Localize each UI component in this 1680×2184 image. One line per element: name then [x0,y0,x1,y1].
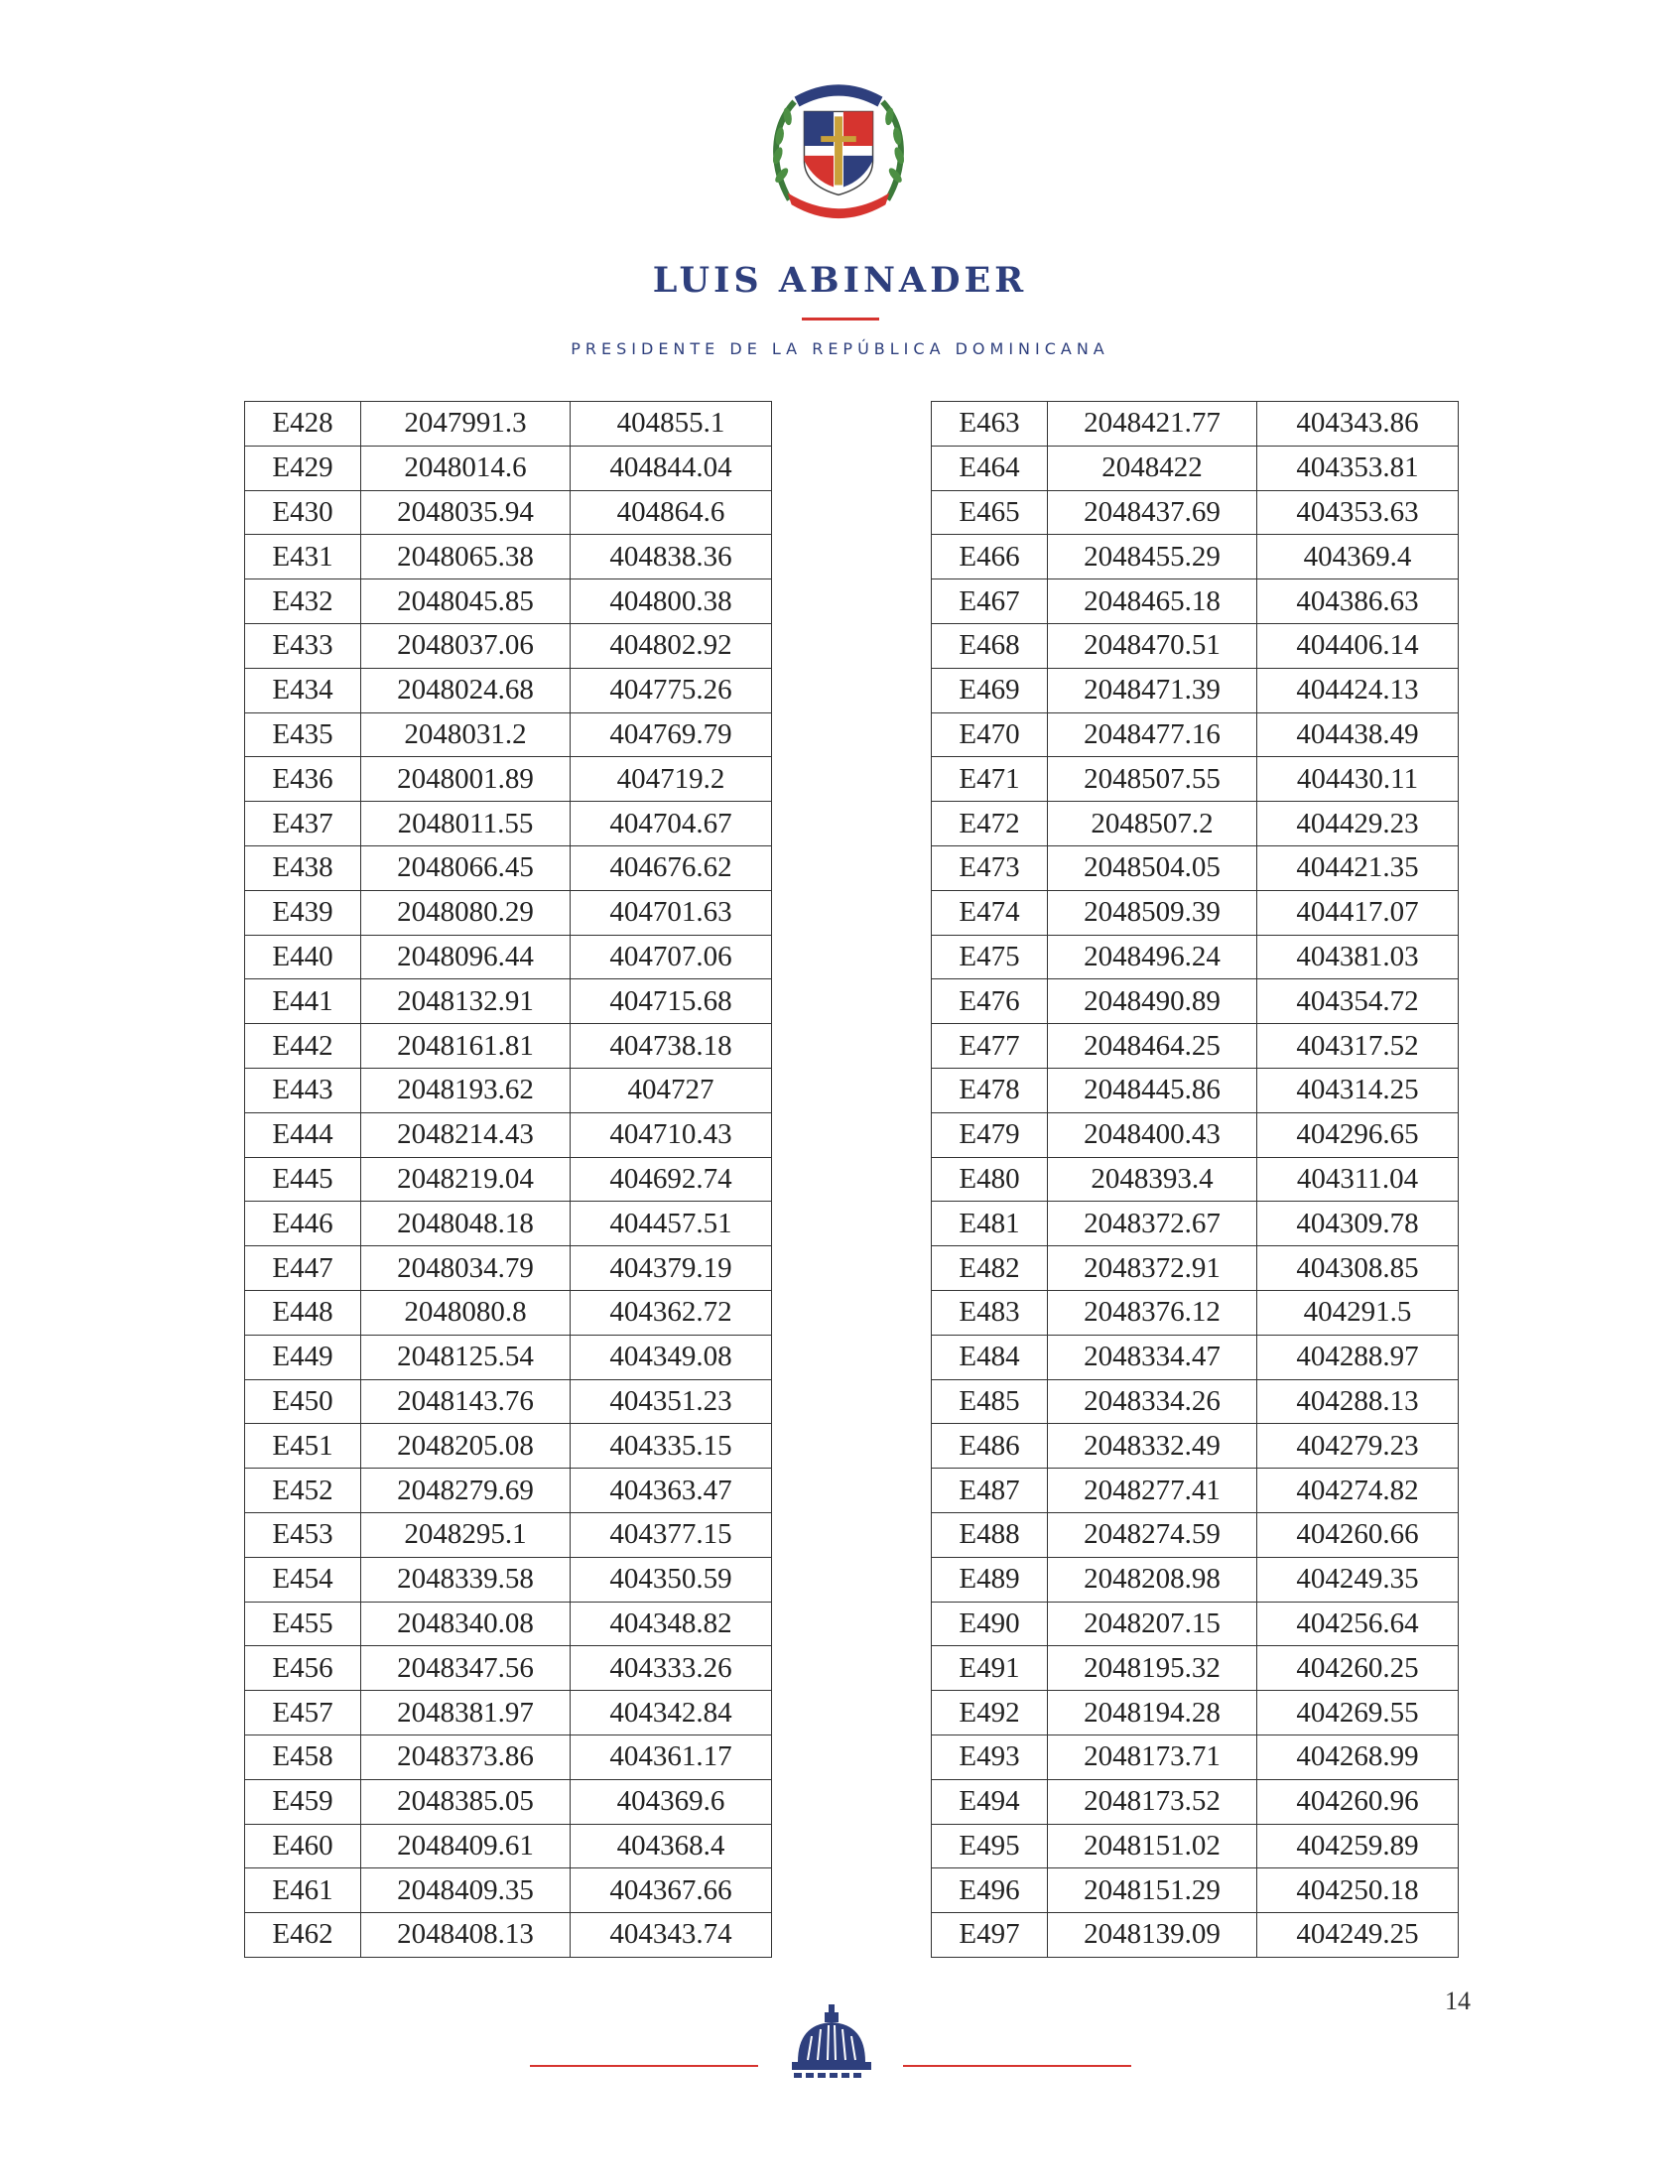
coordinate-x-cell: 404269.55 [1257,1691,1459,1735]
point-id-cell: E471 [932,757,1048,802]
point-id-cell: E456 [245,1646,361,1691]
table-row [245,1557,772,1602]
table-row [245,979,772,1024]
coordinate-x-cell: 404317.52 [1257,1024,1459,1069]
coordinate-x-cell: 404802.92 [571,623,772,668]
table-row [932,757,1459,802]
point-id-cell: E495 [932,1824,1048,1868]
table-row [245,1646,772,1691]
point-id-cell: E488 [932,1512,1048,1557]
coordinate-x-cell: 404311.04 [1257,1157,1459,1202]
coordinate-x-cell: 404288.13 [1257,1379,1459,1424]
point-id-cell: E460 [245,1824,361,1868]
table-row [245,1734,772,1779]
coordinate-x-cell: 404775.26 [571,668,772,712]
table-row [932,1602,1459,1646]
point-id-cell: E450 [245,1379,361,1424]
coordinate-y-cell: 2048208.98 [1048,1557,1257,1602]
table-row [932,668,1459,712]
coordinate-x-cell: 404421.35 [1257,845,1459,890]
coordinate-y-cell: 2048347.56 [361,1646,571,1691]
table-row [245,490,772,535]
table-row [245,1602,772,1646]
point-id-cell: E434 [245,668,361,712]
table-row [245,1512,772,1557]
point-id-cell: E433 [245,623,361,668]
coordinate-x-cell: 404249.35 [1257,1557,1459,1602]
table-row [245,802,772,846]
coordinate-y-cell: 2048477.16 [1048,712,1257,757]
coordinate-y-cell: 2048385.05 [361,1779,571,1824]
coordinate-x-cell: 404719.2 [571,757,772,802]
coordinate-y-cell: 2048507.2 [1048,802,1257,846]
point-id-cell: E451 [245,1424,361,1469]
table-row [245,446,772,490]
table-row [932,490,1459,535]
coordinate-y-cell: 2048173.52 [1048,1779,1257,1824]
point-id-cell: E462 [245,1913,361,1958]
coordinate-x-cell: 404260.25 [1257,1646,1459,1691]
table-row [932,623,1459,668]
coordinate-y-cell: 2048277.41 [1048,1469,1257,1513]
table-row [245,1246,772,1291]
coordinate-y-cell: 2048096.44 [361,935,571,979]
coordinate-x-cell: 404800.38 [571,579,772,624]
coordinate-y-cell: 2048001.89 [361,757,571,802]
table-row [932,402,1459,447]
table-row [245,712,772,757]
coordinate-x-cell: 404274.82 [1257,1469,1459,1513]
coordinate-y-cell: 2048195.32 [1048,1646,1257,1691]
point-id-cell: E430 [245,490,361,535]
coordinate-y-cell: 2048455.29 [1048,535,1257,579]
coordinate-y-cell: 2048143.76 [361,1379,571,1424]
coordinate-y-cell: 2048065.38 [361,535,571,579]
coordinate-x-cell: 404701.63 [571,890,772,935]
coordinate-y-cell: 2048445.86 [1048,1068,1257,1112]
coordinate-x-cell: 404381.03 [1257,935,1459,979]
point-id-cell: E480 [932,1157,1048,1202]
coordinate-x-cell: 404676.62 [571,845,772,890]
coordinate-y-cell: 2048332.49 [1048,1424,1257,1469]
coordinate-y-cell: 2048132.91 [361,979,571,1024]
coordinate-x-cell: 404692.74 [571,1157,772,1202]
coordinate-y-cell: 2048340.08 [361,1602,571,1646]
table-row [245,1112,772,1157]
right-coordinates-table [931,401,1459,1958]
coordinate-x-cell: 404354.72 [1257,979,1459,1024]
coordinate-y-cell: 2048080.29 [361,890,571,935]
coordinate-x-cell: 404369.6 [571,1779,772,1824]
point-id-cell: E465 [932,490,1048,535]
table-row [932,1868,1459,1913]
coordinate-y-cell: 2048193.62 [361,1068,571,1112]
coordinate-y-cell: 2048214.43 [361,1112,571,1157]
coordinate-y-cell: 2048274.59 [1048,1512,1257,1557]
coordinate-y-cell: 2048408.13 [361,1913,571,1958]
coordinate-x-cell: 404727 [571,1068,772,1112]
table-row [932,1779,1459,1824]
point-id-cell: E485 [932,1379,1048,1424]
coordinate-x-cell: 404361.17 [571,1734,772,1779]
coordinate-x-cell: 404268.99 [1257,1734,1459,1779]
table-row [932,1157,1459,1202]
point-id-cell: E431 [245,535,361,579]
point-id-cell: E442 [245,1024,361,1069]
coordinate-x-cell: 404260.66 [1257,1512,1459,1557]
coordinate-y-cell: 2048334.47 [1048,1335,1257,1379]
coordinate-y-cell: 2048139.09 [1048,1913,1257,1958]
table-row [932,1512,1459,1557]
coordinate-y-cell: 2048372.91 [1048,1246,1257,1291]
coordinate-y-cell: 2048125.54 [361,1335,571,1379]
coordinate-x-cell: 404308.85 [1257,1246,1459,1291]
table-row [932,802,1459,846]
table-row [932,1691,1459,1735]
table-row [245,1157,772,1202]
coordinate-y-cell: 2048437.69 [1048,490,1257,535]
coordinate-x-cell: 404309.78 [1257,1202,1459,1246]
table-row [932,1424,1459,1469]
point-id-cell: E444 [245,1112,361,1157]
name-divider [802,318,879,321]
table-row [245,1335,772,1379]
coordinate-x-cell: 404738.18 [571,1024,772,1069]
table-row [245,1779,772,1824]
point-id-cell: E435 [245,712,361,757]
table-row [932,1469,1459,1513]
table-row [245,1469,772,1513]
table-row [245,668,772,712]
coordinate-x-cell: 404256.64 [1257,1602,1459,1646]
coat-of-arms-icon [760,67,917,224]
point-id-cell: E452 [245,1469,361,1513]
coordinate-x-cell: 404363.47 [571,1469,772,1513]
coordinate-y-cell: 2048045.85 [361,579,571,624]
point-id-cell: E479 [932,1112,1048,1157]
table-row [245,1691,772,1735]
table-row [245,402,772,447]
coordinate-y-cell: 2048507.55 [1048,757,1257,802]
coordinate-y-cell: 2048173.71 [1048,1734,1257,1779]
coordinate-y-cell: 2048490.89 [1048,979,1257,1024]
table-row [245,935,772,979]
coordinate-x-cell: 404715.68 [571,979,772,1024]
coordinate-x-cell: 404710.43 [571,1112,772,1157]
point-id-cell: E481 [932,1202,1048,1246]
coordinate-x-cell: 404291.5 [1257,1290,1459,1335]
point-id-cell: E497 [932,1913,1048,1958]
coordinate-y-cell: 2048151.02 [1048,1824,1257,1868]
point-id-cell: E482 [932,1246,1048,1291]
page-number: 14 [1445,1987,1471,2015]
table-row [932,1024,1459,1069]
coordinate-x-cell: 404386.63 [1257,579,1459,624]
coordinate-x-cell: 404429.23 [1257,802,1459,846]
point-id-cell: E474 [932,890,1048,935]
point-id-cell: E483 [932,1290,1048,1335]
coordinate-x-cell: 404353.81 [1257,446,1459,490]
coordinate-y-cell: 2048464.25 [1048,1024,1257,1069]
table-row [932,1335,1459,1379]
table-row [245,1068,772,1112]
point-id-cell: E468 [932,623,1048,668]
point-id-cell: E490 [932,1602,1048,1646]
point-id-cell: E476 [932,979,1048,1024]
table-row [932,712,1459,757]
table-row [932,1734,1459,1779]
left-coordinates-table [244,401,772,1958]
coordinate-y-cell: 2048066.45 [361,845,571,890]
coordinate-x-cell: 404279.23 [1257,1424,1459,1469]
coordinate-y-cell: 2048161.81 [361,1024,571,1069]
point-id-cell: E467 [932,579,1048,624]
table-row [245,1424,772,1469]
point-id-cell: E466 [932,535,1048,579]
coordinate-y-cell: 2048295.1 [361,1512,571,1557]
coordinate-x-cell: 404350.59 [571,1557,772,1602]
coordinate-x-cell: 404335.15 [571,1424,772,1469]
coordinate-x-cell: 404260.96 [1257,1779,1459,1824]
coordinate-y-cell: 2048048.18 [361,1202,571,1246]
header-subtitle: PRESIDENTE DE LA REPÚBLICA DOMINICANA [571,339,1109,358]
point-id-cell: E463 [932,402,1048,447]
coordinate-y-cell: 2048504.05 [1048,845,1257,890]
point-id-cell: E455 [245,1602,361,1646]
coordinate-x-cell: 404296.65 [1257,1112,1459,1157]
point-id-cell: E441 [245,979,361,1024]
coordinate-y-cell: 2048011.55 [361,802,571,846]
point-id-cell: E459 [245,1779,361,1824]
coordinate-x-cell: 404353.63 [1257,490,1459,535]
point-id-cell: E494 [932,1779,1048,1824]
table-row [932,1646,1459,1691]
coordinate-x-cell: 404379.19 [571,1246,772,1291]
point-id-cell: E484 [932,1335,1048,1379]
coordinate-y-cell: 2048037.06 [361,623,571,668]
coordinate-x-cell: 404259.89 [1257,1824,1459,1868]
table-row [245,845,772,890]
coordinate-x-cell: 404367.66 [571,1868,772,1913]
coordinate-y-cell: 2048393.4 [1048,1157,1257,1202]
right-table-body [932,402,1459,1958]
coordinate-x-cell: 404348.82 [571,1602,772,1646]
point-id-cell: E437 [245,802,361,846]
point-id-cell: E477 [932,1024,1048,1069]
point-id-cell: E469 [932,668,1048,712]
point-id-cell: E446 [245,1202,361,1246]
coordinate-x-cell: 404343.74 [571,1913,772,1958]
point-id-cell: E487 [932,1469,1048,1513]
point-id-cell: E428 [245,402,361,447]
coordinate-x-cell: 404377.15 [571,1512,772,1557]
table-row [245,1868,772,1913]
point-id-cell: E478 [932,1068,1048,1112]
coordinate-x-cell: 404342.84 [571,1691,772,1735]
point-id-cell: E486 [932,1424,1048,1469]
coordinate-x-cell: 404288.97 [1257,1335,1459,1379]
point-id-cell: E447 [245,1246,361,1291]
coordinate-y-cell: 2048034.79 [361,1246,571,1291]
table-row [932,1202,1459,1246]
point-id-cell: E438 [245,845,361,890]
coordinate-y-cell: 2048014.6 [361,446,571,490]
table-row [932,1112,1459,1157]
table-row [245,535,772,579]
coordinate-y-cell: 2048373.86 [361,1734,571,1779]
coordinate-y-cell: 2048465.18 [1048,579,1257,624]
coordinate-y-cell: 2048080.8 [361,1290,571,1335]
coordinate-y-cell: 2048471.39 [1048,668,1257,712]
coordinate-y-cell: 2048151.29 [1048,1868,1257,1913]
table-row [932,935,1459,979]
coordinate-y-cell: 2047991.3 [361,402,571,447]
coordinate-y-cell: 2048376.12 [1048,1290,1257,1335]
point-id-cell: E457 [245,1691,361,1735]
table-row [245,1913,772,1958]
coordinate-x-cell: 404424.13 [1257,668,1459,712]
table-row [932,1068,1459,1112]
point-id-cell: E445 [245,1157,361,1202]
coordinate-x-cell: 404864.6 [571,490,772,535]
coordinate-y-cell: 2048470.51 [1048,623,1257,668]
point-id-cell: E489 [932,1557,1048,1602]
point-id-cell: E473 [932,845,1048,890]
palace-dome-icon [790,2004,873,2082]
coordinate-x-cell: 404368.4 [571,1824,772,1868]
table-row [245,1024,772,1069]
point-id-cell: E491 [932,1646,1048,1691]
table-row [932,1557,1459,1602]
table-row [932,535,1459,579]
coordinate-y-cell: 2048194.28 [1048,1691,1257,1735]
point-id-cell: E443 [245,1068,361,1112]
coordinate-y-cell: 2048421.77 [1048,402,1257,447]
coordinate-y-cell: 2048207.15 [1048,1602,1257,1646]
table-row [245,579,772,624]
coordinate-y-cell: 2048372.67 [1048,1202,1257,1246]
point-id-cell: E470 [932,712,1048,757]
point-id-cell: E432 [245,579,361,624]
coordinate-y-cell: 2048400.43 [1048,1112,1257,1157]
point-id-cell: E440 [245,935,361,979]
table-row [245,1202,772,1246]
coordinate-y-cell: 2048334.26 [1048,1379,1257,1424]
coordinate-x-cell: 404333.26 [571,1646,772,1691]
coordinate-x-cell: 404769.79 [571,712,772,757]
coordinate-y-cell: 2048031.2 [361,712,571,757]
point-id-cell: E464 [932,446,1048,490]
table-row [932,1913,1459,1958]
table-row [932,446,1459,490]
table-row [932,979,1459,1024]
footer-divider-left [530,2065,758,2067]
coordinate-y-cell: 2048279.69 [361,1469,571,1513]
coordinate-y-cell: 2048381.97 [361,1691,571,1735]
table-row [245,757,772,802]
coordinate-y-cell: 2048409.35 [361,1868,571,1913]
coordinate-y-cell: 2048035.94 [361,490,571,535]
coordinate-y-cell: 2048409.61 [361,1824,571,1868]
point-id-cell: E472 [932,802,1048,846]
coordinate-x-cell: 404249.25 [1257,1913,1459,1958]
point-id-cell: E429 [245,446,361,490]
coordinate-y-cell: 2048339.58 [361,1557,571,1602]
point-id-cell: E449 [245,1335,361,1379]
point-id-cell: E475 [932,935,1048,979]
coordinate-x-cell: 404406.14 [1257,623,1459,668]
coordinate-x-cell: 404349.08 [571,1335,772,1379]
point-id-cell: E492 [932,1691,1048,1735]
coordinate-x-cell: 404704.67 [571,802,772,846]
coordinate-x-cell: 404707.06 [571,935,772,979]
header-name: LUIS ABINADER [652,260,1028,301]
coordinate-x-cell: 404362.72 [571,1290,772,1335]
table-row [932,890,1459,935]
coordinate-x-cell: 404369.4 [1257,535,1459,579]
table-row [932,1246,1459,1291]
table-row [932,1290,1459,1335]
point-id-cell: E439 [245,890,361,935]
point-id-cell: E493 [932,1734,1048,1779]
point-id-cell: E461 [245,1868,361,1913]
coordinate-y-cell: 2048422 [1048,446,1257,490]
coordinate-y-cell: 2048509.39 [1048,890,1257,935]
coordinate-x-cell: 404351.23 [571,1379,772,1424]
coordinate-x-cell: 404250.18 [1257,1868,1459,1913]
table-row [932,845,1459,890]
table-row [245,890,772,935]
table-row [245,1290,772,1335]
table-row [932,579,1459,624]
coordinate-y-cell: 2048205.08 [361,1424,571,1469]
point-id-cell: E448 [245,1290,361,1335]
coordinate-y-cell: 2048219.04 [361,1157,571,1202]
coordinate-y-cell: 2048496.24 [1048,935,1257,979]
point-id-cell: E454 [245,1557,361,1602]
coordinate-x-cell: 404417.07 [1257,890,1459,935]
table-row [932,1379,1459,1424]
coordinate-x-cell: 404838.36 [571,535,772,579]
coordinate-x-cell: 404430.11 [1257,757,1459,802]
coordinate-x-cell: 404314.25 [1257,1068,1459,1112]
left-table-body [245,402,772,1958]
coordinate-x-cell: 404457.51 [571,1202,772,1246]
coordinate-y-cell: 2048024.68 [361,668,571,712]
point-id-cell: E496 [932,1868,1048,1913]
coordinate-x-cell: 404438.49 [1257,712,1459,757]
coordinate-x-cell: 404343.86 [1257,402,1459,447]
table-row [245,1824,772,1868]
coordinate-x-cell: 404855.1 [571,402,772,447]
footer-divider-right [903,2065,1131,2067]
table-row [932,1824,1459,1868]
point-id-cell: E453 [245,1512,361,1557]
table-row [245,623,772,668]
point-id-cell: E458 [245,1734,361,1779]
table-row [245,1379,772,1424]
coordinate-x-cell: 404844.04 [571,446,772,490]
point-id-cell: E436 [245,757,361,802]
